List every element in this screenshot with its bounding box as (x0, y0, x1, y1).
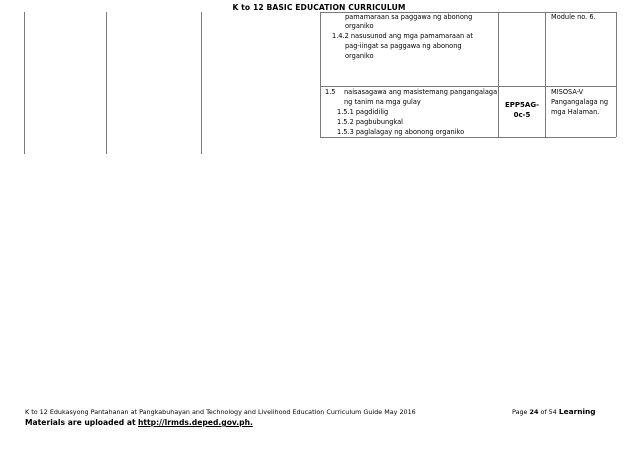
learning-resource: MISOSA-V (551, 88, 584, 96)
competency-code: EPP5AG- (505, 101, 539, 109)
page-prefix: Page (512, 408, 528, 416)
materials-line (25, 418, 253, 427)
page-title: K to 12 BASIC EDUCATION CURRICULUM (232, 3, 406, 12)
competency-text: organiko (345, 52, 374, 60)
row-divider (320, 137, 616, 138)
competency-text: 1.5.2 pagbubungkal (337, 118, 403, 126)
column-divider (545, 12, 546, 137)
column-divider (201, 12, 202, 154)
column-divider (498, 12, 499, 137)
competency-number: 1.5 (325, 88, 336, 96)
competency-code: 0c-5 (513, 111, 531, 119)
footer-guide-text: K to 12 Edukasyong Pantahanan at Pangkabuhayan and Technology and Livelihood Education Curriculum Guide May 2016 (25, 408, 416, 416)
learning-resource: Module no. 6. (551, 13, 596, 21)
competency-text: 1.5.3 paglalagay ng abonong organiko (337, 128, 465, 136)
learning-word: Learning (558, 407, 596, 416)
lrmds-link[interactable]: http://lrmds.deped.gov.ph. (138, 418, 253, 427)
row-divider (320, 86, 616, 87)
page-indicator (512, 407, 596, 416)
competency-text: pag-iingat sa paggawa ng abonong (345, 42, 462, 50)
competency-text: organiko (345, 22, 374, 30)
page-number: 24 (529, 408, 539, 416)
competency-text: ng tanim na mga gulay (344, 98, 421, 106)
competency-text: pamamaraan sa paggawa ng abonong (345, 13, 473, 21)
column-divider (24, 12, 25, 154)
materials-text: Materials are uploaded at (25, 418, 136, 427)
page-total: of 54 (540, 408, 557, 416)
column-divider (616, 12, 617, 137)
learning-resource: mga Halaman. (551, 108, 600, 116)
learning-resource: Pangangalaga ng (551, 98, 609, 106)
competency-text: naisasagawa ang masistemang pangangalaga (344, 88, 498, 96)
column-divider (320, 12, 321, 137)
competency-text: 1.4.2 nasusunod ang mga pamamaraan at (332, 32, 473, 40)
column-divider (106, 12, 107, 154)
competency-text: 1.5.1 pagdidilig (337, 108, 389, 116)
